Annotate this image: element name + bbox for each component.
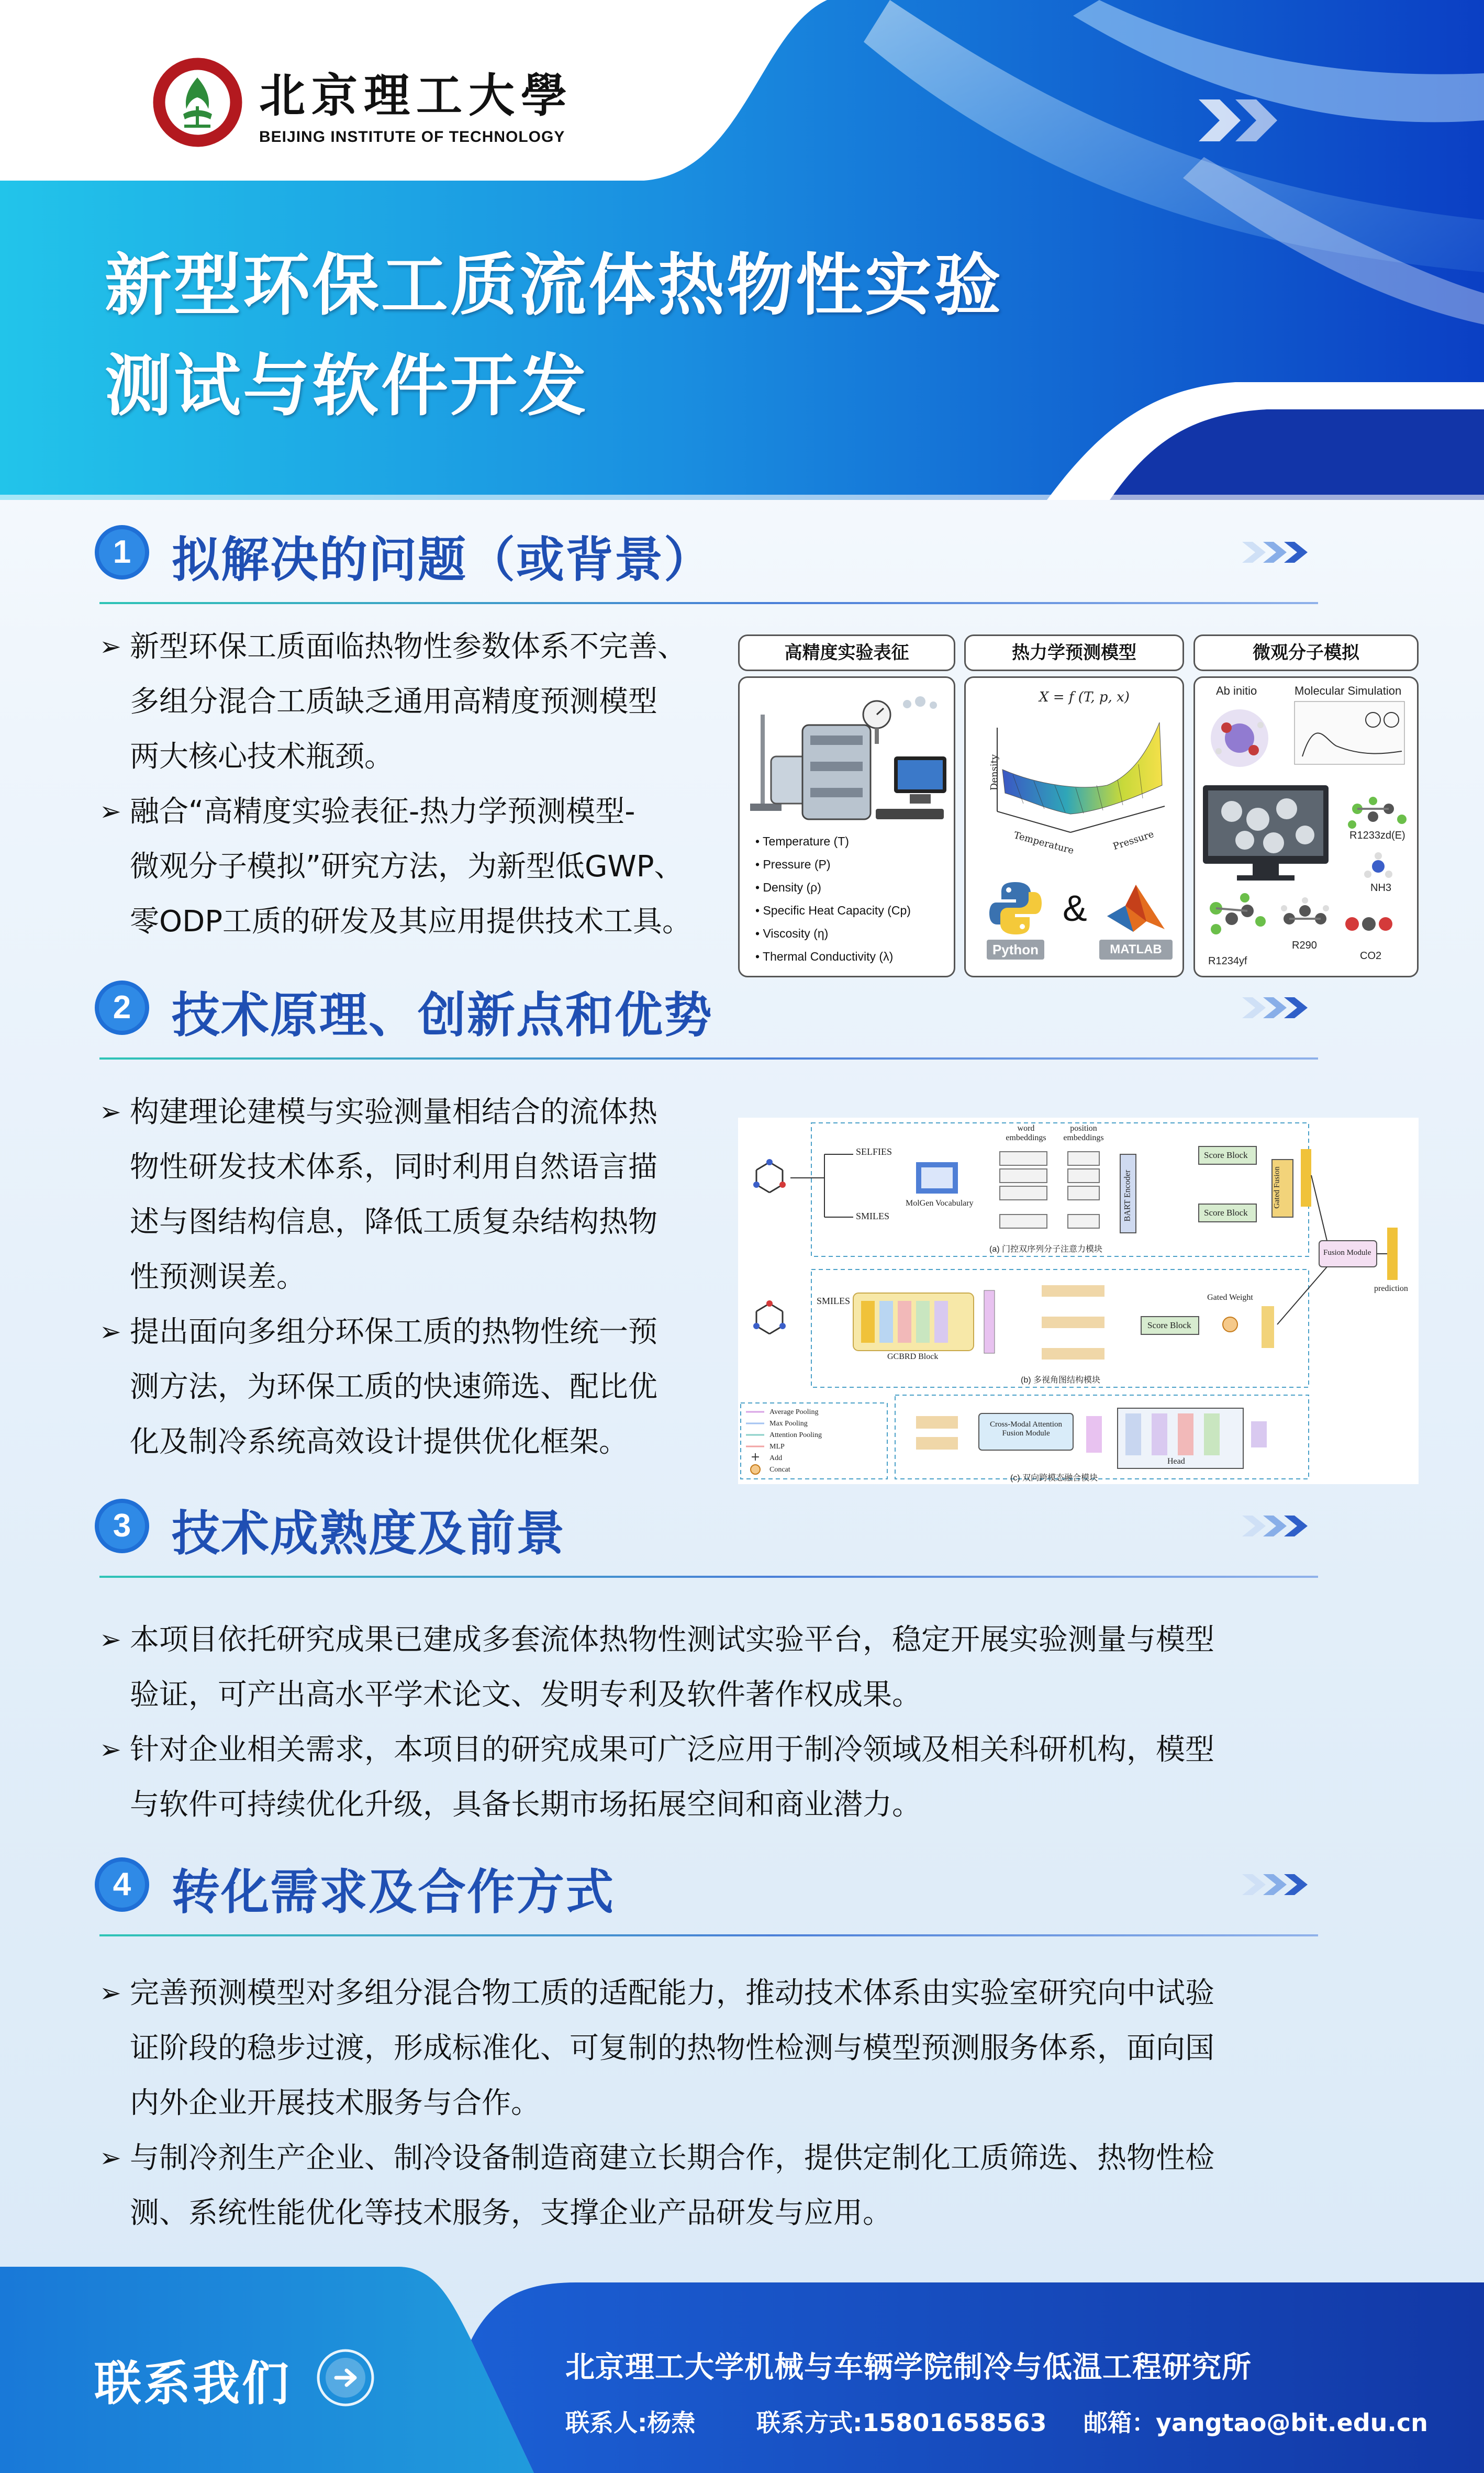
caption-c: (c) 双向跨模态融合模块: [1010, 1474, 1098, 1483]
fusion-module-label: Fusion Module: [1323, 1249, 1371, 1257]
section-3-number-badge: [93, 1497, 151, 1555]
chevrons-icon: [1240, 995, 1318, 1021]
page-title-line-2: 测试与软件开发: [105, 347, 589, 425]
section-2-bullet-1: ➢ 构建理论建模与实验测量相结合的流体热 物性研发技术体系，同时利用自然语言描 述与图结构信息，降低工质复杂结构热物 性预测误差。: [99, 1085, 728, 1305]
fig1-tab-experiment: 高精度实验表征: [738, 634, 955, 671]
contact-person: 联系人:杨焘: [565, 2409, 696, 2437]
caption-b: (b) 多视角图结构模块: [1021, 1376, 1101, 1385]
section-1-bullet-1: ➢ 新型环保工质面临热物性参数体系不完善、 多组分混合工质缺乏通用高精度预测模型 两大核心技术瓶颈。: [99, 619, 743, 784]
section-4-title: 转化需求及合作方式: [172, 1864, 615, 1920]
section-4-number-badge: [93, 1856, 151, 1913]
python-label: Python: [987, 940, 1044, 960]
section-2-number-badge: [93, 979, 151, 1037]
bart-encoder-label: BART Encoder: [1123, 1169, 1132, 1222]
section-3-bullet-2: ➢ 针对企业相关需求，本项目的研究成果可广泛应用于制冷领域及相关科研机构，模型 与软件可持续优化升级，具备长期市场拓展空间和商业潜力。: [99, 1722, 1345, 1832]
section-1-title: 拟解决的问题（或背景）: [172, 532, 713, 588]
model-architecture-figure: [738, 1118, 1419, 1484]
head-label: Head: [1167, 1457, 1185, 1466]
fig1-property-list: • Temperature (T) • Pressure (P) • Density (ρ) • Specific Heat Capacity (Cp) • Viscosity (η) • Thermal Conductivity (λ): [755, 834, 911, 963]
lab-equipment-icon: [740, 683, 954, 835]
molecule-r290: R290: [1292, 940, 1317, 951]
smiles-top-label: SMILES: [856, 1211, 890, 1221]
section-3-heading: [93, 1476, 1318, 1581]
section-2-number: 2: [113, 989, 131, 1026]
section-3-divider: [99, 1576, 1318, 1578]
section-3-content: [99, 1612, 1345, 1832]
python-logo-icon: [987, 879, 1044, 937]
fig1-equation: X = f (T, p, x): [1039, 689, 1130, 705]
molecule-co2: CO2: [1360, 950, 1382, 962]
score-block-label-1: Score Block: [1204, 1150, 1248, 1160]
score-block-label-2: Score Block: [1204, 1208, 1248, 1218]
score-block-label-3: Score Block: [1147, 1320, 1191, 1330]
bullet-arrow-icon: ➢: [99, 1317, 121, 1347]
fig1-axis-pressure: Pressure: [1111, 829, 1155, 852]
section-2-bullet-2: ➢ 提出面向多组分环保工质的热物性统一预 测方法，为环保工质的快速筛选、配比优 化及制冷系统高效设计提供优化框架。: [99, 1305, 728, 1469]
ampersand: &: [1063, 888, 1087, 929]
bullet-arrow-icon: ➢: [99, 1978, 121, 2008]
molecule-r1233zd: R1233zd(E): [1349, 830, 1405, 841]
bullet-arrow-icon: ➢: [99, 1624, 121, 1655]
fig1-panel-molecular: [1193, 676, 1419, 977]
section-1-divider: [99, 602, 1318, 604]
university-name-cn: 北京理工大學: [259, 68, 574, 122]
chevrons-icon: [1240, 539, 1318, 565]
fig1-axis-density: Density: [989, 754, 1000, 791]
molecule-r1234yf: R1234yf: [1208, 955, 1247, 967]
university-logo: [152, 57, 573, 148]
contact-footer: [0, 2267, 1484, 2473]
smiles-mid-label: SMILES: [817, 1296, 851, 1306]
svg-text:+: +: [750, 1451, 761, 1464]
section-2-heading: [93, 958, 1318, 1063]
word-embeddings-label: word embeddings: [1006, 1124, 1046, 1142]
section-1-number: 1: [113, 534, 131, 570]
section-1-content: [99, 619, 743, 949]
section-2-title: 技术原理、创新点和优势: [172, 987, 713, 1043]
section-4-bullet-1: ➢ 完善预测模型对多组分混合物工质的适配能力，推动技术体系由实验室研究向中试验 证阶段的稳步过渡，形成标准化、可复制的热物性检测与模型预测服务体系，面向国 内外企业开展技术服务与合作。: [99, 1966, 1345, 2131]
matlab-label: MATLAB: [1099, 940, 1173, 960]
contact-title: 联系我们: [94, 2356, 291, 2411]
contact-email[interactable]: 邮箱：yangtao@bit.edu.cn: [1084, 2409, 1428, 2437]
prediction-label: prediction: [1374, 1284, 1408, 1293]
section-4-heading: [93, 1835, 1318, 1940]
selfies-label: SELFIES: [856, 1146, 892, 1157]
molecular-illustrations: [1195, 678, 1417, 971]
page-title: [105, 236, 1003, 437]
matlab-logo-icon: [1102, 879, 1170, 937]
contact-phone[interactable]: 联系方式:15801658563: [756, 2409, 1047, 2437]
section-4-bullet-2: ➢ 与制冷剂生产企业、制冷设备制造商建立长期合作，提供定制化工质筛选、热物性检 测、系统性能优化等技术服务，支撑企业产品研发与应用。: [99, 2131, 1345, 2241]
bullet-arrow-icon: ➢: [99, 796, 121, 827]
section-2-content: [99, 1085, 728, 1469]
position-embeddings-label: position embeddings: [1063, 1124, 1104, 1142]
chevrons-icon: [1240, 1513, 1318, 1539]
section-3-bullet-1: ➢ 本项目依托研究成果已建成多套流体热物性测试实验平台，稳定开展实验测量与模型 验证，可产出高水平学术论文、发明专利及软件著作权成果。: [99, 1612, 1345, 1722]
section-1-heading: [93, 503, 1318, 607]
caption-a: (a) 门控双序列分子注意力模块: [989, 1245, 1103, 1254]
fig1-panel-experiment: [738, 676, 955, 977]
molecular-simulation-label: Molecular Simulation: [1295, 684, 1402, 697]
gcbrd-label: GCBRD Block: [887, 1352, 939, 1361]
section-1-number-badge: [93, 523, 151, 581]
fig1-tab-thermo-model: 热力学预测模型: [964, 634, 1184, 671]
ab-initio-label: Ab initio: [1216, 684, 1257, 697]
bullet-arrow-icon: ➢: [99, 2143, 121, 2173]
university-seal-icon: [152, 57, 243, 148]
university-name-en: BEIJING INSTITUTE OF TECHNOLOGY: [259, 128, 565, 146]
page-title-line-1: 新型环保工质流体热物性实验: [105, 247, 1003, 325]
section-4-divider: [99, 1934, 1318, 1936]
cross-modal-label: Cross-Modal Attention Fusion Module: [990, 1420, 1062, 1438]
section-1-bullet-2: ➢ 融合“高精度实验表征-热力学预测模型- 微观分子模拟”研究方法，为新型低GWP、 零ODP工质的研发及其应用提供技术工具。: [99, 784, 743, 949]
section-2-divider: [99, 1057, 1318, 1060]
section-4-content: [99, 1966, 1345, 2241]
section-3-number: 3: [113, 1508, 131, 1544]
header-banner: [0, 0, 1484, 500]
section-3-title: 技术成熟度及前景: [172, 1506, 566, 1562]
fig1-panel-thermo-model: [964, 676, 1184, 977]
fig1-tab-molecular: 微观分子模拟: [1193, 634, 1419, 671]
arrow-circle-icon[interactable]: [314, 2346, 377, 2409]
bullet-arrow-icon: ➢: [99, 1097, 121, 1127]
research-method-figure: [738, 634, 1419, 977]
section-4-number: 4: [113, 1866, 131, 1902]
vocabulary-label: MolGen Vocabulary: [906, 1199, 974, 1208]
bullet-arrow-icon: ➢: [99, 1734, 121, 1765]
chevrons-icon: [1240, 1872, 1318, 1898]
organization-name: 北京理工大学机械与车辆学院制冷与低温工程研究所: [565, 2351, 1252, 2385]
gated-fusion-label: Gated Fusion: [1273, 1166, 1281, 1209]
fig1-axis-temperature: Temperature: [1012, 830, 1075, 856]
bullet-arrow-icon: ➢: [99, 631, 121, 662]
molecule-nh3: NH3: [1370, 882, 1392, 894]
legend: Average Pooling Max Pooling Attention Pooling MLP Add Concat: [769, 1408, 822, 1474]
gated-weight-label: Gated Weight: [1207, 1293, 1253, 1302]
